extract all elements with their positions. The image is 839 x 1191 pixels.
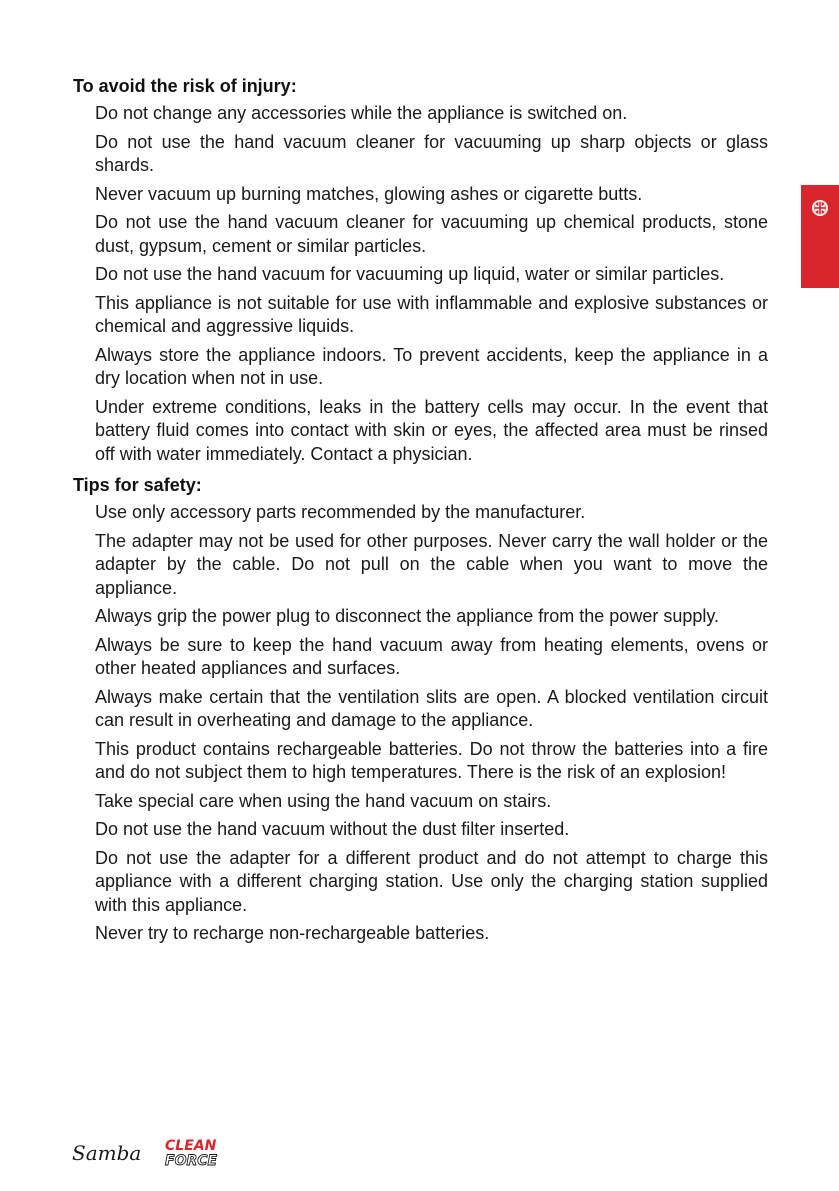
list-item: The adapter may not be used for other purposes. Never carry the wall holder or the adapter by the cable. Do not pull on the cable when you want to move the appliance. [95,530,768,598]
list-item: This appliance is not suitable for use with inflammable and explosive substances or chemical and aggressive liquids. [95,292,768,336]
samba-logo: Samba [72,1141,142,1165]
safety-instructions [73,74,768,951]
list-item: Always be sure to keep the hand vacuum away from heating elements, ovens or other heated appliances and surfaces. [95,634,768,678]
injury-list [73,102,768,466]
safety-tips-heading: Tips for safety: [73,475,202,495]
list-item: Under extreme conditions, leaks in the battery cells may occur. In the event that battery fluid comes into contact with skin or eyes, the affected area must be rinsed off with water immediately. Contact a physician. [95,396,768,464]
list-item: Never vacuum up burning matches, glowing ashes or cigarette butts. [95,183,643,204]
list-item: Do not use the hand vacuum cleaner for vacuuming up chemical products, stone dust, gypsum, cement or similar particles. [95,212,768,256]
force-logo: FORCE [165,1153,218,1168]
list-item: Always grip the power plug to disconnect the appliance from the power supply. [95,606,720,626]
list-item: Never try to recharge non-rechargeable batteries. [95,923,490,943]
list-item: Take special care when using the hand vacuum on stairs. [95,790,552,811]
injury-heading: To avoid the risk of injury: [73,76,297,96]
uk-flag-icon [811,199,829,217]
list-item: Do not use the hand vacuum without the dust filter inserted. [95,819,570,839]
samba-clean-force-logo [72,1136,242,1168]
list-item: Use only accessory parts recommended by the manufacturer. [95,502,586,522]
list-item: Do not use the hand vacuum for vacuuming up liquid, water or similar particles. [95,264,725,284]
list-item: Always make certain that the ventilation slits are open. A blocked ventilation circuit can result in overheating and damage to the appliance. [95,686,768,730]
list-item: Do not use the adapter for a different product and do not attempt to charge this appliance with a different charging station. Use only the charging station supplied with this appliance. [95,847,768,915]
list-item: Do not use the hand vacuum cleaner for vacuuming up sharp objects or glass shards. [95,131,768,175]
language-tab [801,185,839,288]
brand-logos [72,1136,242,1168]
clean-logo: CLEAN [165,1138,217,1154]
safety-tips-list [73,501,768,946]
list-item: This product contains rechargeable batteries. Do not throw the batteries into a fire and do not subject them to high temperatures. There is the risk of an explosion! [95,738,768,782]
list-item: Do not change any accessories while the appliance is switched on. [95,103,628,123]
list-item: Always store the appliance indoors. To prevent accidents, keep the appliance in a dry location when not in use. [95,344,768,388]
